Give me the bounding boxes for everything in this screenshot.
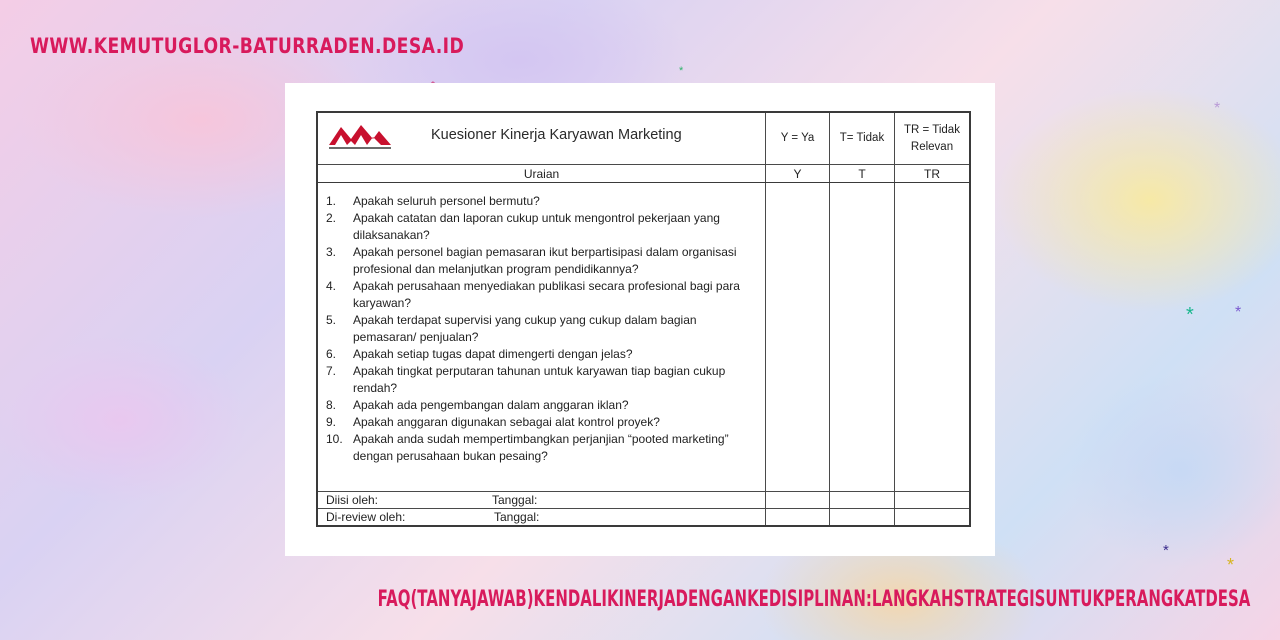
sparkle-icon: * [1214,100,1221,117]
filled-by-row: Diisi oleh: Tanggal: [317,492,766,509]
reviewed-by-row: Di-review oleh: Tanggal: [317,509,766,527]
list-item: 7. Apakah tingkat perputaran tahunan untuk karyawan tiap bagian cukup rendah? [326,364,726,395]
footer-cell [830,509,895,527]
footer-cell [895,509,971,527]
document-image [285,83,995,556]
option-yes-header: Y = Ya [766,112,830,165]
list-item: 3. Apakah personel bagian pemasaran ikut berpartisipasi dalam organisasi profesional dan melanjutkan program pendidikannya? [326,245,737,276]
t-column-header: T [830,165,895,183]
list-item: 2. Apakah catatan dan laporan cukup untuk mengontrol pekerjaan yang dilaksanakan? [326,211,720,242]
questionnaire-table [316,111,971,527]
sparkle-icon: * [1235,304,1242,321]
y-column-header: Y [766,165,830,183]
list-item: 1. Apakah seluruh personel bermutu? [326,194,540,208]
footer-cell [830,492,895,509]
uraian-column-header: Uraian [317,165,766,183]
answer-y-cell [766,183,830,492]
list-item: 9. Apakah anggaran digunakan sebagai alat kontrol proyek? [326,415,660,429]
answer-tr-cell [895,183,971,492]
list-item: 10. Apakah anda sudah mempertimbangkan perjanjian “pooted marketing” dengan perusahaan bukan pesaing? [326,432,729,463]
article-title[interactable]: FAQ(TANYAJAWAB)KENDALIKINERJADENGANKEDISIPLINAN:LANGKAHSTRATEGISUNTUKPERANGKATDESA [377,587,1250,612]
footer-cell [766,492,830,509]
sparkle-icon: * [679,65,684,77]
document-title: Kuesioner Kinerja Karyawan Marketing [431,127,682,143]
option-no-header: T= Tidak [830,112,895,165]
table-header-cell [317,112,766,165]
list-item: 4. Apakah perusahaan menyediakan publikasi secara profesional bagi para karyawan? [326,279,740,310]
footer-cell [766,509,830,527]
question-list [318,183,765,465]
option-irrelevant-header: TR = Tidak Relevan [895,112,971,165]
questions-cell [317,183,766,492]
list-item: 8. Apakah ada pengembangan dalam anggaran iklan? [326,398,629,412]
list-item: 5. Apakah terdapat supervisi yang cukup yang cukup dalam bagian pemasaran/ penjualan? [326,313,697,344]
sparkle-icon: * [1186,304,1194,326]
sparkle-icon: * [1163,542,1169,559]
footer-cell [895,492,971,509]
sparkle-icon: * [1227,555,1235,575]
answer-t-cell [830,183,895,492]
site-title[interactable]: WWW.KEMUTUGLOR-BATURRADEN.DESA.ID [30,34,465,58]
list-item: 6. Apakah setiap tugas dapat dimengerti dengan jelas? [326,347,633,361]
tr-column-header: TR [895,165,971,183]
company-logo-icon [327,119,393,151]
